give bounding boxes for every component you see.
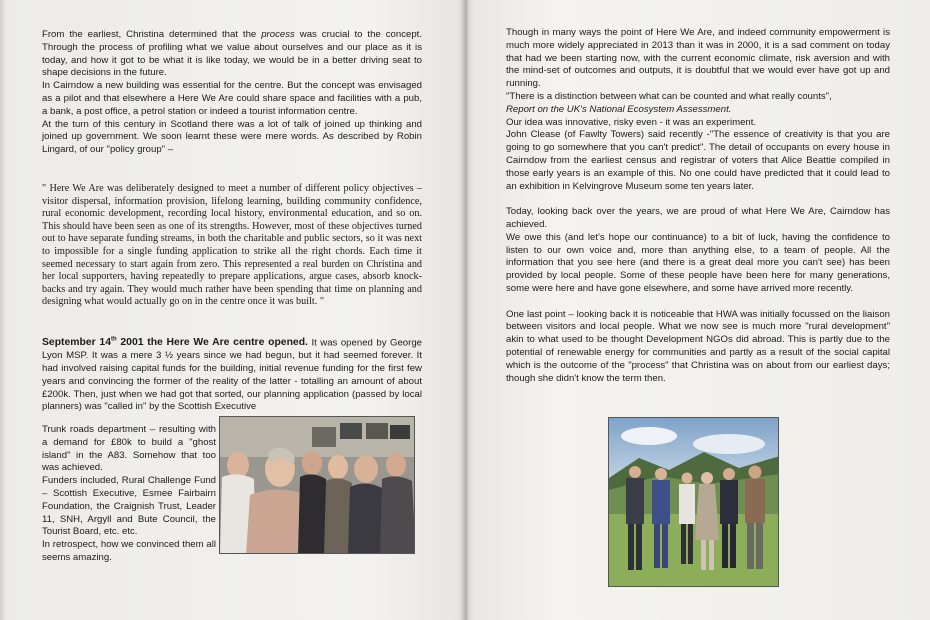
paragraph-joined-up: At the turn of this century in Scotland there was a lot of talk of joined up thinking and joined up government. We soon learnt these were mere words. As described by Robin Lingard, of our "policy group" – [42,118,422,156]
spacer [506,193,890,206]
paragraph-process [42,29,422,80]
heading-text: 2001 the Here We Are centre opened. [116,337,308,349]
group-outdoor-photo [608,417,779,587]
quote-text: " Here We Are was deliberately designed to meet a number of different policy objectives – visitor dispersal, information provision, lifelong learning, building community confidence, rural economic development, recording local history, environmental education, and so on. This should have been seen as one of its strengths. However, most of these objectives turned out to have separate funding streams, in both the charitable and public sectors, so it was next to impossible for a single funding application to strike all the right chords. Each time it seemed necessary to start again from zero. This represented a real burden on Christina and her local supporters, having repeatedly to prepare applications, argue cases, absorb knock-backs and try again. They would much rather have been spending that time on planning and designing what would actually go on in the centre once it was built. " [42,183,422,308]
paragraph-new-building: In Cairndow a new building was essential for the centre. But the concept was envisaged as a pilot and that elsewhere a Here We Are could share space and facilities with a pub, a bank, a post office, a petrol station or indeed a tourist information centre. [42,80,422,117]
heading-date: September 14 [42,337,111,349]
quote-source: Report on the UK's National Ecosystem Assessment. [506,103,732,115]
text-run: was crucial to the concept. Through the process of profiling what we value about ourselves and our place as it is today, and how it got to be what it is like today, we would be in a better driving seat to shape decisions in the future. [42,29,422,79]
right-text-block [506,27,890,385]
paragraph-retrospect: In retrospect, how we convinced them all seems amazing. [42,539,216,563]
opened-heading [42,337,308,348]
policy-group-quote [42,183,422,309]
opened-text: It was opened by George Lyon MSP. It was a mere 3 ½ years since we had begun, but it had seemed forever. It had involved raising capital funds for the building, initial revenue funding for the first few years and convincing the former of the reality of the latter - totalling an amount of about £200k. Then, just when we had got that sorted, our planning application (passed by local planners) was "called in" by the Scottish Executive [42,337,423,413]
paragraph-last-point: One last point – looking back it is noticeable that HWA was initially focussed on the liaison between visitors and local people. What we now see is much more "rural development" akin to what used to be thought Development NGOs did abroad. This is partly due to the potential of renewable energy for communities and partly as a result of the social capital which is the outcome of the "process" that Christina was on about from our earliest days; though she didn't know the term then. [506,308,890,384]
group-of-women-image [220,417,415,554]
text-run: From the earliest, Christina determined that the [42,29,262,40]
centre-opened-section [42,334,422,414]
opening-day-photo [219,416,415,554]
paragraph-proud: Today, looking back over the years, we are proud of what Here We Are, Cairndow has achieved. [506,206,890,230]
paragraph-ecosystem-quote [506,91,890,117]
paragraph-centre-opened [42,334,422,414]
right-page [466,0,930,620]
emphasis-process: process [261,29,295,40]
group-in-field-image [609,418,779,587]
paragraph-experiment: Our idea was innovative, risky even - it was an experiment. [506,116,757,128]
paragraph-owe-this: We owe this (and let's hope our continuance) to a bit of luck, having the confidence to listen to our own voice and, more than anything else, to a team of people. All the information that you see here (and there is a great deal more you can't see) has been provided by local people. Some of these people have been here for many generations, some were here and have gone elsewhere, and some have arrived more recently. [506,231,890,294]
quote-counts: "There is a distinction between what can be counted and what really counts", [506,90,832,102]
left-page [0,0,464,620]
spacer [506,296,890,309]
paragraph-trunk-roads: Trunk roads department – resulting with a demand for £80k to build a "ghost island" in the A83. Somehow that too was achieved. [42,424,216,474]
heading-sup: th [111,337,117,343]
paragraph-funders: Funders included, Rural Challenge Fund – Scottish Executive, Esmee Fairbairn Foundation, the Craignish Trust, Leader 11, SNH, Argyll and Bute Council, the Tourist Board, etc. etc. [42,475,216,538]
left-intro-text [42,29,422,157]
trunk-roads-section [42,424,216,565]
paragraph-empowerment: Though in many ways the point of Here We Are, and indeed community empowerment is much more widely appreciated in 2013 than it was in 2000, it is a sad comment on today that had we been starting now, with the current economic climate, risk aversion and with the mind-set of outcomes and outputs, it is doubtful that we would ever have got up and running. [506,27,890,90]
paragraph-creativity: John Clease (of Fawlty Towers) said recently -"The essence of creativity is that you are going to go somewhere that you can't predict". The detail of occupants on every house in Cairndow from the earliest census and registrar of voters that Alice Beattie compiled in those early years is an example of this. No one could have predicted that it could lead to an exhibition in Kelvingrove Museum some ten years later. [506,129,890,192]
